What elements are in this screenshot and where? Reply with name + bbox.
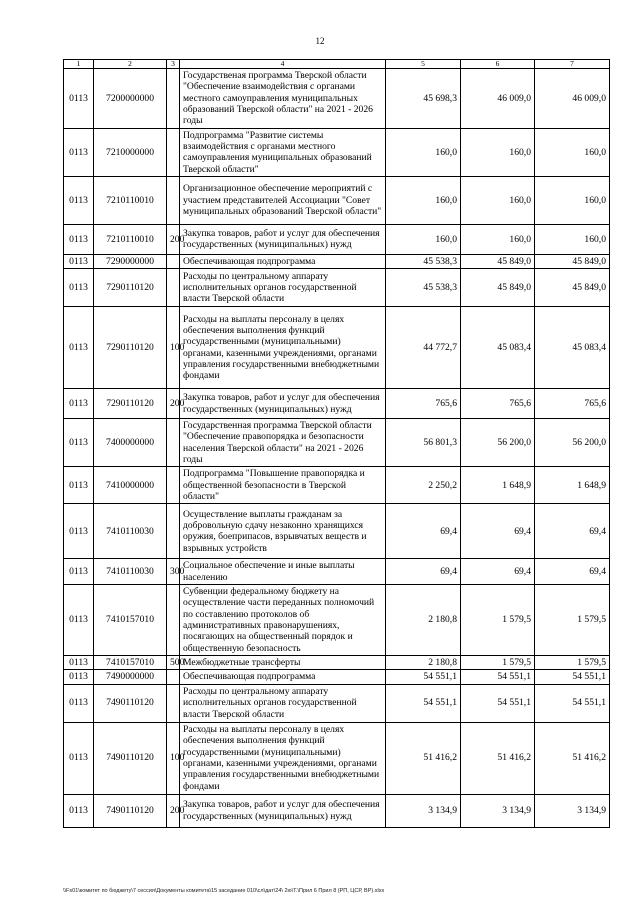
amount-year-3: 1 648,9 xyxy=(535,467,610,504)
section-code: 0113 xyxy=(64,670,94,684)
expense-type-code xyxy=(167,69,180,129)
expense-type-code xyxy=(167,254,180,268)
amount-year-1: 2 180,8 xyxy=(386,655,461,669)
section-code: 0113 xyxy=(64,794,94,827)
amount-year-3: 54 551,1 xyxy=(535,670,610,684)
column-number-row xyxy=(64,60,610,69)
amount-year-2: 3 134,9 xyxy=(461,794,535,827)
target-code: 7490110120 xyxy=(94,794,167,827)
expense-name: Подпрограмма "Развитие системы взаимодействия с органами местного самоуправления муниципальных образований Тверской области" xyxy=(180,128,386,176)
section-code: 0113 xyxy=(64,269,94,307)
expense-name: Закупка товаров, работ и услуг для обеспечения государственных (муниципальных) нужд xyxy=(180,794,386,827)
amount-year-3: 765,6 xyxy=(535,389,610,419)
section-code: 0113 xyxy=(64,559,94,585)
table-row xyxy=(64,559,610,585)
section-code: 0113 xyxy=(64,128,94,176)
target-code: 7490110120 xyxy=(94,722,167,794)
section-code: 0113 xyxy=(64,389,94,419)
section-code: 0113 xyxy=(64,307,94,389)
amount-year-2: 160,0 xyxy=(461,176,535,224)
amount-year-3: 45 083,4 xyxy=(535,307,610,389)
amount-year-2: 45 849,0 xyxy=(461,254,535,268)
expense-name: Осуществление выплаты гражданам за добровольную сдачу незаконно хранящихся оружия, боеприпасов, взрывчатых веществ и взрывных устройств xyxy=(180,504,386,559)
expense-type-code: 300 xyxy=(167,559,180,585)
target-code: 7210110010 xyxy=(94,224,167,254)
amount-year-1: 45 698,3 xyxy=(386,69,461,129)
amount-year-2: 46 009,0 xyxy=(461,69,535,129)
amount-year-1: 69,4 xyxy=(386,559,461,585)
table-row xyxy=(64,722,610,794)
expense-type-code xyxy=(167,467,180,504)
amount-year-1: 54 551,1 xyxy=(386,670,461,684)
amount-year-3: 69,4 xyxy=(535,559,610,585)
amount-year-3: 51 416,2 xyxy=(535,722,610,794)
target-code: 7290000000 xyxy=(94,254,167,268)
amount-year-1: 160,0 xyxy=(386,176,461,224)
amount-year-1: 160,0 xyxy=(386,224,461,254)
target-code: 7290110120 xyxy=(94,389,167,419)
column-number: 2 xyxy=(94,60,167,69)
target-code: 7290110120 xyxy=(94,269,167,307)
amount-year-2: 45 849,0 xyxy=(461,269,535,307)
section-code: 0113 xyxy=(64,584,94,655)
amount-year-1: 765,6 xyxy=(386,389,461,419)
amount-year-1: 3 134,9 xyxy=(386,794,461,827)
target-code: 7490110120 xyxy=(94,684,167,722)
amount-year-3: 56 200,0 xyxy=(535,419,610,467)
section-code: 0113 xyxy=(64,504,94,559)
expense-name: Закупка товаров, работ и услуг для обеспечения государственных (муниципальных) нужд xyxy=(180,224,386,254)
expense-type-code: 200 xyxy=(167,794,180,827)
section-code: 0113 xyxy=(64,254,94,268)
table-row xyxy=(64,176,610,224)
budget-table xyxy=(63,59,610,828)
table-row xyxy=(64,389,610,419)
column-number: 5 xyxy=(386,60,461,69)
expense-type-code xyxy=(167,128,180,176)
expense-name: Закупка товаров, работ и услуг для обеспечения государственных (муниципальных) нужд xyxy=(180,389,386,419)
target-code: 7210110010 xyxy=(94,176,167,224)
column-number: 4 xyxy=(180,60,386,69)
amount-year-2: 160,0 xyxy=(461,128,535,176)
table-row xyxy=(64,670,610,684)
amount-year-3: 45 849,0 xyxy=(535,269,610,307)
expense-type-code: 200 xyxy=(167,389,180,419)
page-number: 12 xyxy=(315,36,325,46)
target-code: 7200000000 xyxy=(94,69,167,129)
section-code: 0113 xyxy=(64,176,94,224)
section-code: 0113 xyxy=(64,655,94,669)
section-code: 0113 xyxy=(64,684,94,722)
amount-year-2: 54 551,1 xyxy=(461,670,535,684)
footer-file-path: \\Fs01\комитет по бюджету\7 сессия\Документы комитета\15 заседание 010\сл\дат\24\ 2ю\Т.\Прил 6 Прил 8 (РП, ЦСР, ВР).xlsx xyxy=(63,888,385,894)
amount-year-2: 1 648,9 xyxy=(461,467,535,504)
amount-year-1: 45 538,3 xyxy=(386,269,461,307)
target-code: 7490000000 xyxy=(94,670,167,684)
target-code: 7410110030 xyxy=(94,504,167,559)
amount-year-3: 45 849,0 xyxy=(535,254,610,268)
expense-type-code xyxy=(167,176,180,224)
amount-year-3: 1 579,5 xyxy=(535,584,610,655)
table-row xyxy=(64,224,610,254)
table-row xyxy=(64,254,610,268)
table-row xyxy=(64,794,610,827)
table-row xyxy=(64,655,610,669)
column-number: 3 xyxy=(167,60,180,69)
amount-year-2: 54 551,1 xyxy=(461,684,535,722)
expense-name: Расходы на выплаты персоналу в целях обеспечения выполнения функций государственными (муниципальными) органами, казенными учреждениями, органами управления государственными внебюджетными фондами xyxy=(180,307,386,389)
expense-type-code xyxy=(167,419,180,467)
section-code: 0113 xyxy=(64,224,94,254)
expense-name: Субвенции федеральному бюджету на осуществление части переданных полномочий по составлению протоколов об административных правонарушениях, посягающих на общественный порядок и общественную безопасность xyxy=(180,584,386,655)
expense-type-code xyxy=(167,684,180,722)
table-row xyxy=(64,307,610,389)
amount-year-1: 51 416,2 xyxy=(386,722,461,794)
table-row xyxy=(64,504,610,559)
amount-year-3: 3 134,9 xyxy=(535,794,610,827)
amount-year-3: 69,4 xyxy=(535,504,610,559)
section-code: 0113 xyxy=(64,69,94,129)
amount-year-1: 69,4 xyxy=(386,504,461,559)
expense-name: Социальное обеспечение и иные выплаты населению xyxy=(180,559,386,585)
expense-name: Расходы по центральному аппарату исполнительных органов государственной власти Тверской области xyxy=(180,684,386,722)
expense-type-code: 100 xyxy=(167,722,180,794)
expense-type-code xyxy=(167,504,180,559)
amount-year-2: 160,0 xyxy=(461,224,535,254)
target-code: 7210000000 xyxy=(94,128,167,176)
amount-year-3: 160,0 xyxy=(535,128,610,176)
amount-year-2: 1 579,5 xyxy=(461,655,535,669)
table-row xyxy=(64,467,610,504)
amount-year-1: 160,0 xyxy=(386,128,461,176)
expense-name: Подпрограмма "Повышение правопорядка и общественной безопасности в Тверской области" xyxy=(180,467,386,504)
column-number: 1 xyxy=(64,60,94,69)
table-row xyxy=(64,419,610,467)
expense-name: Расходы по центральному аппарату исполнительных органов государственной власти Тверской области xyxy=(180,269,386,307)
amount-year-1: 2 180,8 xyxy=(386,584,461,655)
amount-year-3: 54 551,1 xyxy=(535,684,610,722)
expense-name: Организационное обеспечение мероприятий с участием представителей Ассоциации "Совет муниципальных образований Тверской области" xyxy=(180,176,386,224)
table-row xyxy=(64,69,610,129)
amount-year-2: 69,4 xyxy=(461,559,535,585)
amount-year-2: 765,6 xyxy=(461,389,535,419)
amount-year-1: 54 551,1 xyxy=(386,684,461,722)
expense-name: Государственная программа Тверской области "Обеспечение правопорядка и безопасности населения Тверской области" на 2021 - 2026 годы xyxy=(180,419,386,467)
amount-year-3: 160,0 xyxy=(535,176,610,224)
expense-type-code xyxy=(167,584,180,655)
target-code: 7410000000 xyxy=(94,467,167,504)
target-code: 7410157010 xyxy=(94,584,167,655)
amount-year-3: 1 579,5 xyxy=(535,655,610,669)
amount-year-2: 56 200,0 xyxy=(461,419,535,467)
expense-name: Межбюджетные трансферты xyxy=(180,655,386,669)
amount-year-1: 56 801,3 xyxy=(386,419,461,467)
amount-year-1: 45 538,3 xyxy=(386,254,461,268)
expense-type-code: 500 xyxy=(167,655,180,669)
expense-type-code xyxy=(167,670,180,684)
expense-name: Расходы на выплаты персоналу в целях обеспечения выполнения функций государственными (муниципальными) органами, казенными учреждениями, органами управления государственными внебюджетными фондами xyxy=(180,722,386,794)
column-number: 7 xyxy=(535,60,610,69)
amount-year-1: 44 772,7 xyxy=(386,307,461,389)
table-row xyxy=(64,684,610,722)
target-code: 7410157010 xyxy=(94,655,167,669)
amount-year-3: 160,0 xyxy=(535,224,610,254)
section-code: 0113 xyxy=(64,419,94,467)
amount-year-2: 1 579,5 xyxy=(461,584,535,655)
amount-year-3: 46 009,0 xyxy=(535,69,610,129)
amount-year-2: 51 416,2 xyxy=(461,722,535,794)
table-row xyxy=(64,584,610,655)
table-row xyxy=(64,128,610,176)
amount-year-2: 69,4 xyxy=(461,504,535,559)
section-code: 0113 xyxy=(64,467,94,504)
expense-name: Обеспечивающая подпрограмма xyxy=(180,254,386,268)
target-code: 7290110120 xyxy=(94,307,167,389)
expense-type-code: 200 xyxy=(167,224,180,254)
section-code: 0113 xyxy=(64,722,94,794)
table-row xyxy=(64,269,610,307)
amount-year-2: 45 083,4 xyxy=(461,307,535,389)
expense-name: Государственая программа Тверской области "Обеспечение взаимодействия с органами местного самоуправления муниципальных образований Тверской области" на 2021 - 2026 годы xyxy=(180,69,386,129)
amount-year-1: 2 250,2 xyxy=(386,467,461,504)
expense-type-code xyxy=(167,269,180,307)
expense-name: Обеспечивающая подпрограмма xyxy=(180,670,386,684)
target-code: 7400000000 xyxy=(94,419,167,467)
column-number: 6 xyxy=(461,60,535,69)
expense-type-code: 100 xyxy=(167,307,180,389)
target-code: 7410110030 xyxy=(94,559,167,585)
